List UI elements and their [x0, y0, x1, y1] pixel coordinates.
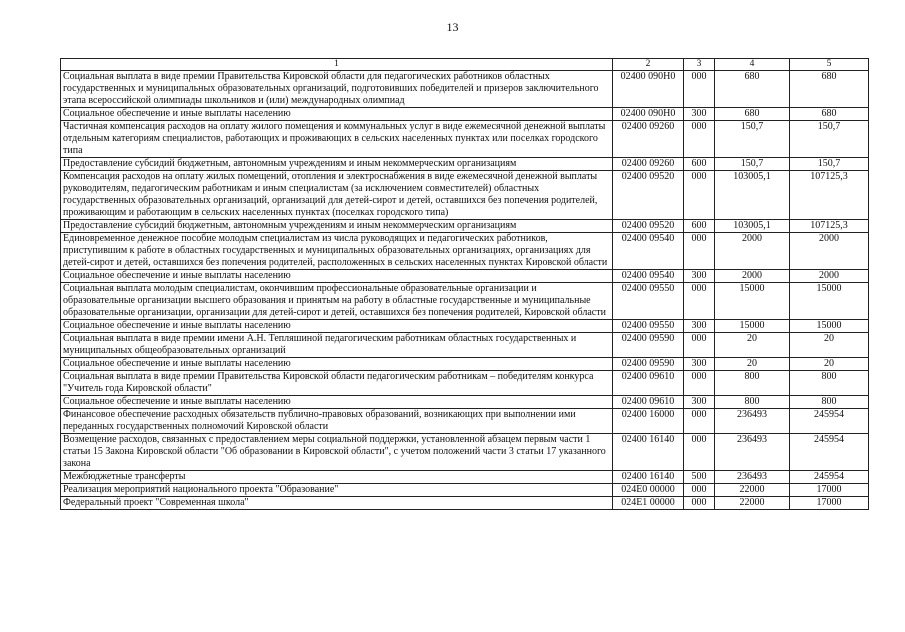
- row-type-cell: 600: [684, 220, 715, 233]
- row-name-cell: Социальное обеспечение и иные выплаты населению: [61, 320, 613, 333]
- header-col-4: 4: [715, 59, 790, 71]
- table-row: [61, 484, 869, 497]
- table-row: [61, 497, 869, 510]
- row-value-year1-cell: 2000: [715, 233, 790, 270]
- row-value-year1-cell: 103005,1: [715, 171, 790, 220]
- row-value-year2-cell: 245954: [790, 434, 869, 471]
- row-type-cell: 000: [684, 121, 715, 158]
- row-value-year2-cell: 20: [790, 358, 869, 371]
- table-row: [61, 371, 869, 396]
- row-name-cell: Возмещение расходов, связанных с предоставлением меры социальной поддержки, установленной абзацем первым части 1 статьи 15 Закона Кировской области "Об образовании в Кировской области", с учетом положений части 3 статьи 17 указанного закона: [61, 434, 613, 471]
- row-code-cell: 02400 09520: [613, 220, 684, 233]
- row-name-cell: Социальная выплата в виде премии имени А.Н. Тепляшиной педагогическим работникам областных государственных и муниципальных общеобразовательных организаций: [61, 333, 613, 358]
- row-type-cell: 000: [684, 171, 715, 220]
- row-value-year1-cell: 236493: [715, 409, 790, 434]
- row-code-cell: 02400 09590: [613, 333, 684, 358]
- page-number: 13: [446, 20, 459, 34]
- row-name-cell: Предоставление субсидий бюджетным, автономным учреждениям и иным некоммерческим организациям: [61, 220, 613, 233]
- row-value-year1-cell: 800: [715, 396, 790, 409]
- row-name-cell: Социальная выплата молодым специалистам, окончившим профессиональные образовательные организации и образовательные организации высшего образования и принятым на работу в областные государственные и муниципальные образовательные организации, организации для детей-сирот и детей, оставшихся без попечения родителей, Кировской области: [61, 283, 613, 320]
- row-code-cell: 024E0 00000: [613, 484, 684, 497]
- row-name-cell: Предоставление субсидий бюджетным, автономным учреждениям и иным некоммерческим организациям: [61, 158, 613, 171]
- row-name-cell: Единовременное денежное пособие молодым специалистам из числа руководящих и педагогических работников, приступившим к работе в областных государственных и муниципальных образовательных организациях, организациях для детей-сирот и детей, оставшихся без попечения родителей, расположенных в сельских населенных пунктах Кировской области: [61, 233, 613, 270]
- table-row: [61, 409, 869, 434]
- row-value-year2-cell: 2000: [790, 233, 869, 270]
- row-name-cell: Социальное обеспечение и иные выплаты населению: [61, 396, 613, 409]
- row-value-year1-cell: 680: [715, 71, 790, 108]
- table-row: [61, 171, 869, 220]
- row-type-cell: 600: [684, 158, 715, 171]
- row-name-cell: Межбюджетные трансферты: [61, 471, 613, 484]
- row-name-cell: Социальное обеспечение и иные выплаты населению: [61, 358, 613, 371]
- row-code-cell: 02400 09550: [613, 283, 684, 320]
- table-row: [61, 233, 869, 270]
- row-type-cell: 300: [684, 396, 715, 409]
- row-value-year2-cell: 17000: [790, 497, 869, 510]
- row-value-year1-cell: 20: [715, 358, 790, 371]
- row-value-year1-cell: 22000: [715, 497, 790, 510]
- row-type-cell: 000: [684, 371, 715, 396]
- row-type-cell: 300: [684, 320, 715, 333]
- row-value-year2-cell: 15000: [790, 320, 869, 333]
- row-value-year1-cell: 103005,1: [715, 220, 790, 233]
- row-type-cell: 000: [684, 71, 715, 108]
- table-body: [61, 71, 869, 510]
- table-row: [61, 108, 869, 121]
- row-value-year1-cell: 20: [715, 333, 790, 358]
- row-value-year1-cell: 236493: [715, 434, 790, 471]
- row-value-year2-cell: 680: [790, 108, 869, 121]
- row-code-cell: 02400 09610: [613, 396, 684, 409]
- table-row: [61, 333, 869, 358]
- row-code-cell: 02400 09260: [613, 121, 684, 158]
- row-code-cell: 02400 16140: [613, 471, 684, 484]
- row-value-year2-cell: 680: [790, 71, 869, 108]
- header-col-3: 3: [684, 59, 715, 71]
- budget-table: [60, 58, 869, 510]
- row-code-cell: 02400 09610: [613, 371, 684, 396]
- row-code-cell: 02400 09260: [613, 158, 684, 171]
- row-value-year2-cell: 20: [790, 333, 869, 358]
- row-value-year2-cell: 107125,3: [790, 220, 869, 233]
- row-value-year1-cell: 22000: [715, 484, 790, 497]
- row-code-cell: 02400 16140: [613, 434, 684, 471]
- row-value-year2-cell: 150,7: [790, 121, 869, 158]
- row-type-cell: 000: [684, 283, 715, 320]
- table-row: [61, 320, 869, 333]
- row-name-cell: Социальное обеспечение и иные выплаты населению: [61, 270, 613, 283]
- row-name-cell: Социальная выплата в виде премии Правительства Кировской области для педагогических работников областных государственных и муниципальных образовательных организаций, подготовивших победителей и призеров заключительного этапа всероссийской олимпиады школьников и (или) международных олимпиад: [61, 71, 613, 108]
- row-name-cell: Реализация мероприятий национального проекта "Образование": [61, 484, 613, 497]
- table-row: [61, 434, 869, 471]
- row-value-year1-cell: 150,7: [715, 121, 790, 158]
- row-name-cell: Частичная компенсация расходов на оплату жилого помещения и коммунальных услуг в виде ежемесячной денежной выплаты отдельным категориям специалистов, работающих и проживающих в сельских населенных пунктах или поселках городского типа: [61, 121, 613, 158]
- table-row: [61, 71, 869, 108]
- table-header-row: [61, 59, 869, 71]
- row-type-cell: 000: [684, 233, 715, 270]
- row-value-year1-cell: 150,7: [715, 158, 790, 171]
- row-name-cell: Федеральный проект "Современная школа": [61, 497, 613, 510]
- row-value-year1-cell: 236493: [715, 471, 790, 484]
- row-code-cell: 02400 090Н0: [613, 108, 684, 121]
- row-value-year2-cell: 17000: [790, 484, 869, 497]
- row-value-year1-cell: 680: [715, 108, 790, 121]
- table-row: [61, 121, 869, 158]
- row-type-cell: 000: [684, 333, 715, 358]
- row-value-year2-cell: 245954: [790, 471, 869, 484]
- row-code-cell: 02400 09550: [613, 320, 684, 333]
- row-code-cell: 02400 09540: [613, 270, 684, 283]
- row-type-cell: 500: [684, 471, 715, 484]
- row-type-cell: 000: [684, 409, 715, 434]
- row-value-year1-cell: 2000: [715, 270, 790, 283]
- row-value-year2-cell: 800: [790, 396, 869, 409]
- table-row: [61, 396, 869, 409]
- table-row: [61, 270, 869, 283]
- row-name-cell: Социальная выплата в виде премии Правительства Кировской области педагогическим работникам – победителям конкурса "Учитель года Кировской области": [61, 371, 613, 396]
- table-row: [61, 471, 869, 484]
- header-col-2: 2: [613, 59, 684, 71]
- header-col-1: 1: [61, 59, 613, 71]
- row-value-year2-cell: 2000: [790, 270, 869, 283]
- row-type-cell: 300: [684, 270, 715, 283]
- row-name-cell: Финансовое обеспечение расходных обязательств публично-правовых образований, возникающих при выполнении ими переданных государственных полномочий Кировской области: [61, 409, 613, 434]
- row-type-cell: 000: [684, 497, 715, 510]
- row-type-cell: 300: [684, 358, 715, 371]
- budget-table-container: [60, 58, 868, 510]
- table-row: [61, 158, 869, 171]
- header-col-5: 5: [790, 59, 869, 71]
- row-value-year1-cell: 15000: [715, 320, 790, 333]
- row-name-cell: Компенсация расходов на оплату жилых помещений, отопления и электроснабжения в виде ежемесячной денежной выплаты руководителям, педагогическим работникам и иным специалистам (за исключением совместителей) областных государственных образовательных организаций, организаций для детей-сирот и детей, оставшихся без попечения родителей, проживающим и работающим в сельских населенных пунктах (поселках городского типа): [61, 171, 613, 220]
- row-value-year2-cell: 107125,3: [790, 171, 869, 220]
- table-row: [61, 220, 869, 233]
- row-type-cell: 000: [684, 434, 715, 471]
- row-value-year1-cell: 800: [715, 371, 790, 396]
- table-row: [61, 358, 869, 371]
- row-code-cell: 02400 09520: [613, 171, 684, 220]
- row-value-year2-cell: 800: [790, 371, 869, 396]
- row-value-year1-cell: 15000: [715, 283, 790, 320]
- table-row: [61, 283, 869, 320]
- row-code-cell: 02400 16000: [613, 409, 684, 434]
- row-value-year2-cell: 245954: [790, 409, 869, 434]
- row-value-year2-cell: 15000: [790, 283, 869, 320]
- row-code-cell: 02400 09540: [613, 233, 684, 270]
- row-value-year2-cell: 150,7: [790, 158, 869, 171]
- row-code-cell: 02400 09590: [613, 358, 684, 371]
- row-code-cell: 024E1 00000: [613, 497, 684, 510]
- row-name-cell: Социальное обеспечение и иные выплаты населению: [61, 108, 613, 121]
- row-code-cell: 02400 090Н0: [613, 71, 684, 108]
- row-type-cell: 300: [684, 108, 715, 121]
- row-type-cell: 000: [684, 484, 715, 497]
